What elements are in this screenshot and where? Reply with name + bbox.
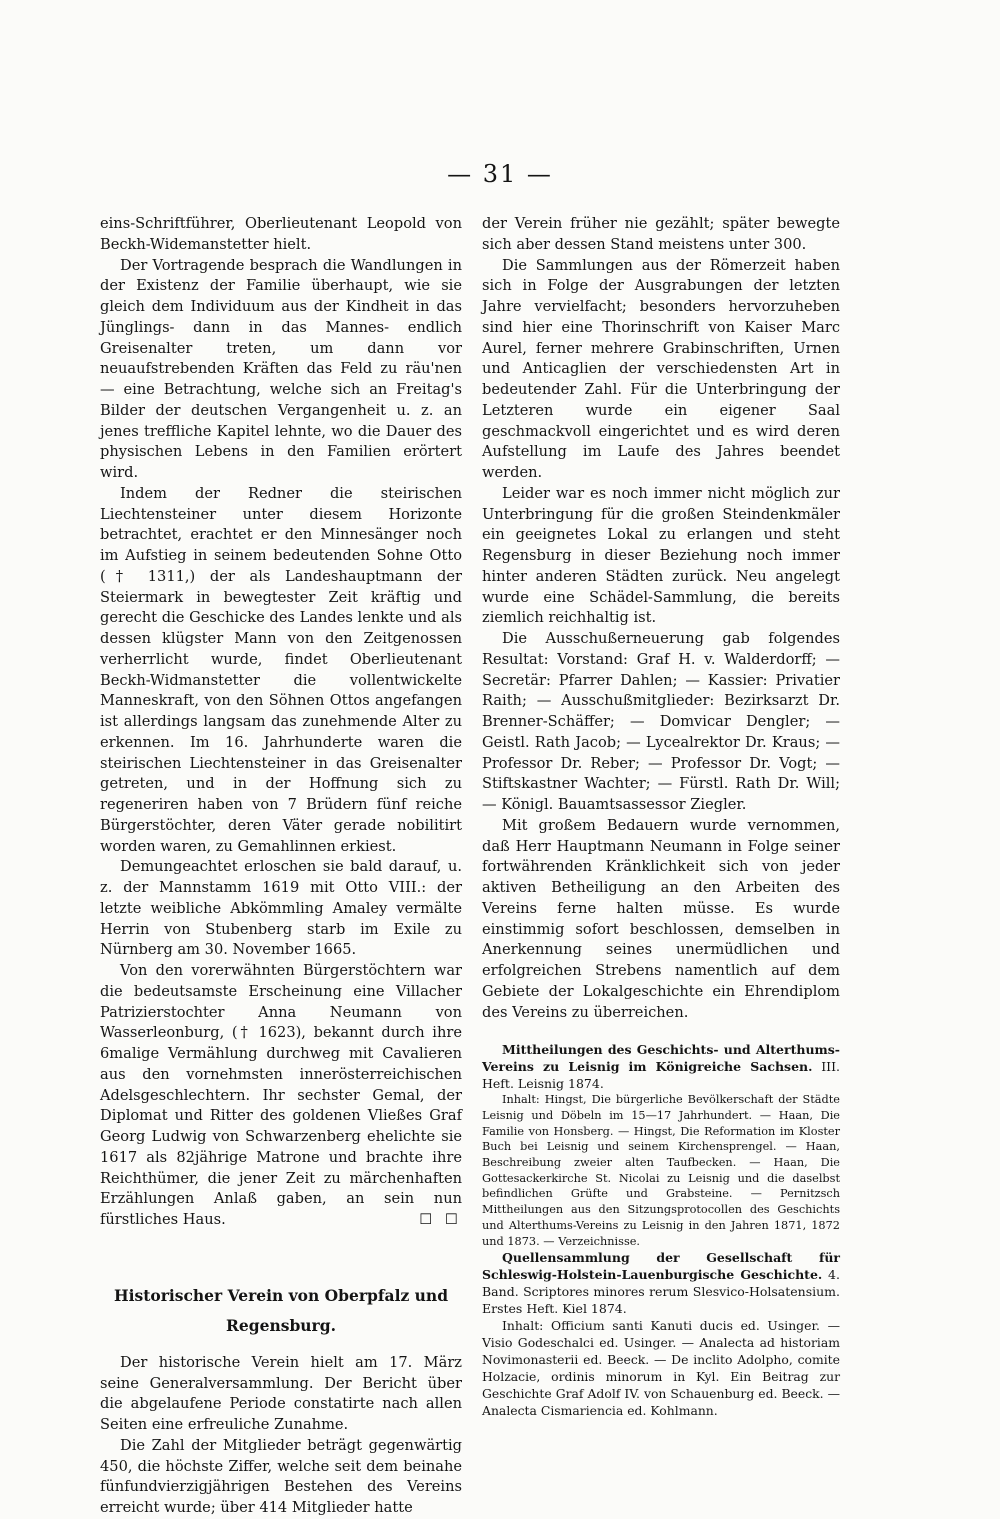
body-paragraph: Demungeachtet erloschen sie bald darauf, u. z. der Mannstamm 1619 mit Otto VIII.: der letzte weibliche Abkömmling Amaley vermälte Herrin von Stubenberg starb im Exile zu Nürnberg am 30. November 1665.: [100, 858, 462, 959]
end-marks: ☐ ☐: [419, 1211, 462, 1228]
notice-title: Mittheilungen des Geschichts- und Alterthums-Vereins zu Leisnig im Königreiche Sachsen.: [482, 1042, 840, 1075]
notice-title: Quellensammlung der Gesellschaft für Schleswig-Holstein-Lauenburgische Geschichte.: [482, 1250, 840, 1283]
section-title-line: Historischer Verein von Oberpfalz und: [113, 1285, 449, 1305]
paragraph-text: Von den vorerwähnten Bürgerstöchtern war die bedeutsamste Erscheinung eine Villacher Patrizierstochter Anna Neumann von Wasserleonburg, († 1623), bekannt durch ihre 6malige Vermählung durchweg mit Cavalieren aus den vornehmsten innerösterreichischen Adelsgeschlechtern. Ihr sechster Gemal, der Diplomat und Ritter des goldenen Vließes Graf Georg Ludwig von Schwarzenberg ehelichte sie 1617 als 82jährige Matrone und brachte ihre Reichthümer, die jener Zeit zu märchenhaften Erzählungen Anlaß gaben, an sein nun fürstliches Haus.: [100, 962, 462, 1228]
page-number: — 31 —: [447, 160, 553, 188]
body-paragraph: Die Ausschußerneuerung gab folgendes Resultat: Vorstand: Graf H. v. Walderdorff; — Secretär: Pfarrer Dahlen; — Kassier: Privatier Raith; — Ausschußmitglieder: Bezirksarzt Dr. Brenner-Schäffer; — Domvicar Dengler; — Geistl. Rath Jacob; — Lycealrektor Dr. Kraus; — Professor Dr. Reber; — Professor Dr. Vogt; — Stiftskastner Wachter; — Fürstl. Rath Dr. Will; — Königl. Bauamtsassessor Ziegler.: [482, 630, 840, 813]
body-paragraph: eins-Schriftführer, Oberlieutenant Leopold von Beckh-Widemanstetter hielt.: [100, 215, 462, 253]
body-paragraph: Mit großem Bedauern wurde vernommen, daß Herr Hauptmann Neumann in Folge seiner fortwährenden Kränklichkeit sich von jeder aktiven Betheiligung an den Arbeiten des Vereins ferne halten müsse. Es wurde einstimmig sofort beschlossen, demselben in Anerkennung seines unermüdlichen und erfolgreichen Strebens namentlich auf dem Gebiete der Lokalgeschichte ein Ehrendiplom des Vereins zu überreichen.: [482, 816, 840, 1021]
body-paragraph: Leider war es noch immer nicht möglich zur Unterbringung für die großen Steindenkmäler ein geeignetes Lokal zu erlangen und steht Regensburg in dieser Beziehung noch immer hinter anderen Städten zurück. Neu angelegt wurde eine Schädel-Sammlung, die bereits ziemlich reichhaltig ist.: [482, 484, 840, 627]
body-paragraph: Der Vortragende besprach die Wandlungen in der Existenz der Familie überhaupt, wie sie gleich dem Individuum aus der Kindheit in das Jünglings- dann in das Mannes- endlich Greisenalter treten, um dann vor neuaufstrebenden Kräften das Feld zu räu'nen — eine Betrachtung, welche sich an Freitag's Bilder der deutschen Vergangenheit u. z. an jenes treffliche Kapitel lehnte, wo die Dauer des physischen Lebens in den Familien erörtert wird.: [100, 256, 462, 481]
section-body: [482, 214, 840, 1023]
body-paragraph: Die Zahl der Mitglieder beträgt gegenwärtig 450, die höchste Ziffer, welche seit dem beinahe fünfundvierzigjährigen Bestehen des Vereins erreicht wurde; über 414 Mitglieder hatte: [100, 1436, 462, 1516]
left-column: [100, 214, 462, 1519]
notice-contents: Inhalt: Hingst, Die bürgerliche Bevölkerschaft der Städte Leisnig und Döbeln im 15—17 Jahrhundert. — Haan, Die Familie von Honsberg. — Hingst, Die Reformation im Kloster Buch bei Leisnig und seinem Kirchensprengel. — Haan, Beschreibung zweier alten Taufbecken. — Haan, Die Gottesackerkirche St. Nicolai zu Leisnig und die daselbst befindlichen Grüfte und Grabsteine. — Pernitzsch Mittheilungen aus den Sitzungsprotocollen des Geschichts und Alterthums-Vereins zu Leisnig in den Jahren 1871, 1872 und 1873. — Verzeichnisse.: [482, 1093, 840, 1248]
publication-notice: [482, 1041, 840, 1249]
notice-details: 4. Band. Scriptores minores rerum Slesvico-Holsatensium. Erstes Heft. Kiel 1874.: [482, 1267, 840, 1317]
notice-details: III. Heft. Leisnig 1874.: [482, 1059, 840, 1092]
body-paragraph: der Verein früher nie gezählt; später bewegte sich aber dessen Stand meistens unter 300.: [482, 215, 840, 253]
publication-notice: [482, 1249, 840, 1419]
body-paragraph: Indem der Redner die steirischen Liechtensteiner unter diesem Horizonte betrachtet, erachtet er den Minnesänger noch im Aufstieg in seinem bedeutenden Sohne Otto († 1311,) der als Landeshauptmann der Steiermark in bewegtester Zeit kräftig und gerecht die Geschicke des Landes lenkte und als dessen klügster Mann von den Zeitgenossen verherrlicht wurde, findet Oberlieutenant Beckh-Widmanstetter die vollentwickelte Manneskraft, von den Söhnen Ottos angefangen ist allerdings langsam das zunehmende Alter zu erkennen. Im 16. Jahrhunderte waren die steirischen Liechtensteiner in das Greisenalter getreten, und in der Hoffnung sich zu regeneriren haben von 7 Brüdern fünf reiche Bürgerstöchter, deren Väter gerade nobilitirt worden waren, zu Gemahlinnen erkiest.: [100, 484, 462, 855]
body-paragraph: [100, 961, 462, 1231]
notice-contents: Inhalt: Officium santi Kanuti ducis ed. Usinger. — Visio Godeschalci ed. Usinger. — Analecta ad historiam Novimonasterii ed. Beeck. — De inclito Adolpho, comite Holzacie, ordinis minorum in Kyl. Ein Beitrag zur Geschichte Graf Adolf IV. von Schauenburg ed. Beeck. — Analecta Cismariencia ed. Kohlmann.: [482, 1318, 840, 1419]
right-column: [482, 214, 840, 1419]
body-paragraph: Die Sammlungen aus der Römerzeit haben sich in Folge der Ausgrabungen der letzten Jahre vervielfacht; besonders hervorzuheben sind hier eine Thorinschrift von Kaiser Marc Aurel, ferner mehrere Grabinschriften, Urnen und Anticaglien der verschiedensten Art in bedeutender Zahl. Für die Unterbringung der Letzteren wurde ein eigener Saal geschmackvoll eingerichtet und es wird deren Aufstellung im Laufe des Jahres beendet werden.: [482, 256, 840, 481]
notice-heading: [482, 1041, 840, 1092]
notice-heading: [482, 1249, 840, 1317]
section-title: [100, 1281, 462, 1341]
body-paragraph: Der historische Verein hielt am 17. März seine Generalversammlung. Der Bericht über die abgelaufene Periode constatirte nach allen Seiten eine erfreuliche Zunahme.: [100, 1353, 462, 1433]
section-title-line: Regensburg.: [226, 1315, 336, 1335]
